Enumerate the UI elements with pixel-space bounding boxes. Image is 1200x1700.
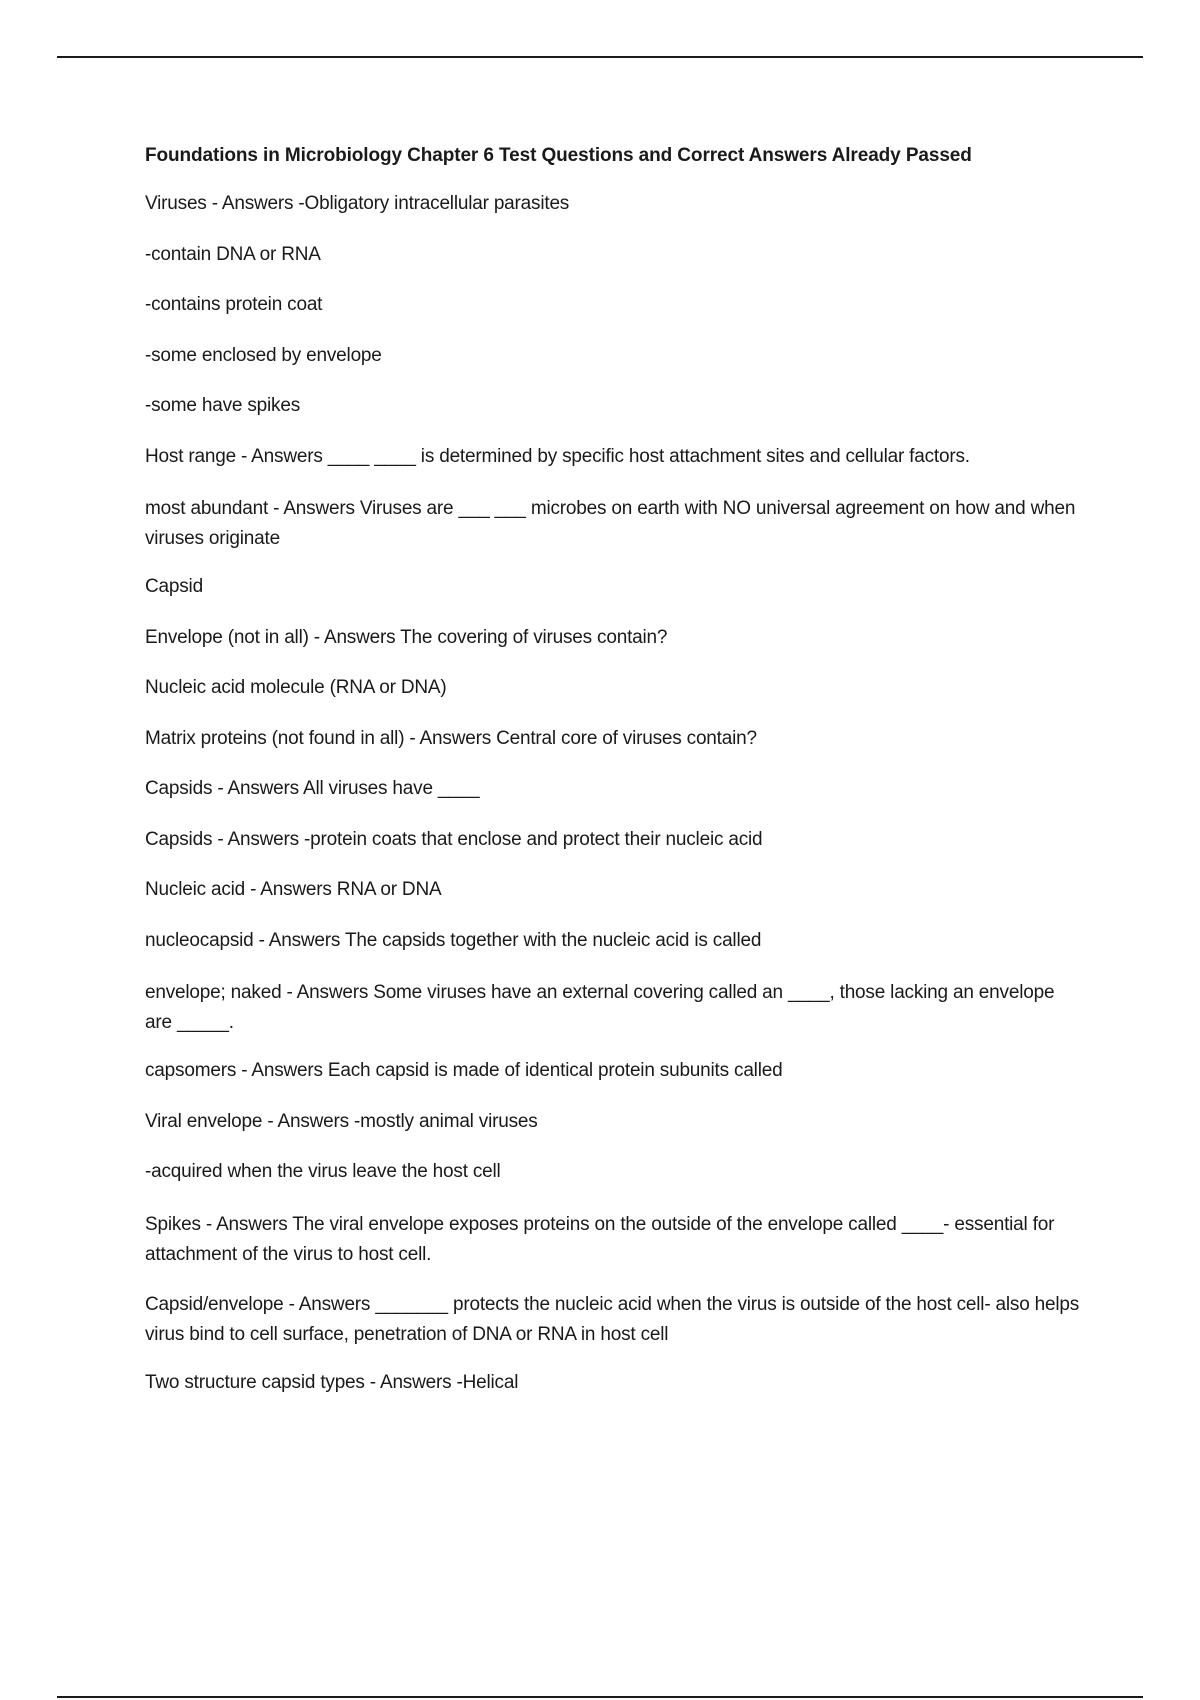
qa-paragraph: Matrix proteins (not found in all) - Answers Central core of viruses contain? bbox=[145, 727, 757, 749]
bottom-rule bbox=[57, 1696, 1143, 1698]
qa-paragraph: -some enclosed by envelope bbox=[145, 344, 382, 366]
qa-paragraph: Nucleic acid molecule (RNA or DNA) bbox=[145, 677, 447, 698]
qa-paragraph: capsomers - Answers Each capsid is made of identical protein subunits called bbox=[145, 1060, 783, 1081]
qa-paragraph: -some have spikes bbox=[145, 395, 301, 416]
qa-paragraph: Viruses - Answers -Obligatory intracellular parasites bbox=[145, 193, 570, 214]
qa-paragraph: Host range - Answers ____ ____ is determined by specific host attachment sites and cellular factors. bbox=[145, 445, 970, 467]
qa-paragraph: -contains protein coat bbox=[145, 294, 323, 315]
qa-paragraph: nucleocapsid - Answers The capsids together with the nucleic acid is called bbox=[145, 929, 762, 951]
qa-paragraph: most abundant - Answers Viruses are ___ ___ microbes on earth with NO universal agreement on how and when viruses originate bbox=[145, 498, 1081, 549]
qa-paragraph: Two structure capsid types - Answers -Helical bbox=[145, 1371, 519, 1393]
document-body bbox=[145, 143, 1085, 1420]
qa-paragraph: Capsids - Answers -protein coats that enclose and protect their nucleic acid bbox=[145, 828, 763, 850]
qa-paragraph: -acquired when the virus leave the host cell bbox=[145, 1161, 501, 1182]
qa-paragraph: Capsid/envelope - Answers _______ protects the nucleic acid when the virus is outside of the host cell- also helps virus bind to cell surface, penetration of DNA or RNA in host cell bbox=[145, 1293, 1085, 1345]
qa-paragraph: Capsids - Answers All viruses have ____ bbox=[145, 778, 480, 799]
qa-paragraph: Nucleic acid - Answers RNA or DNA bbox=[145, 879, 442, 900]
top-rule bbox=[57, 56, 1143, 58]
qa-paragraph: envelope; naked - Answers Some viruses have an external covering called an ____, those lacking an envelope are _____. bbox=[145, 982, 1060, 1033]
qa-paragraph: Envelope (not in all) - Answers The covering of viruses contain? bbox=[145, 626, 668, 648]
document-title: Foundations in Microbiology Chapter 6 Test Questions and Correct Answers Already Passed bbox=[145, 145, 972, 166]
qa-paragraph: Viral envelope - Answers -mostly animal viruses bbox=[145, 1110, 538, 1132]
qa-paragraph: -contain DNA or RNA bbox=[145, 243, 321, 265]
qa-paragraph: Spikes - Answers The viral envelope exposes proteins on the outside of the envelope called ____- essential for attachment of the virus to host cell. bbox=[145, 1213, 1060, 1265]
qa-paragraph: Capsid bbox=[145, 576, 203, 597]
